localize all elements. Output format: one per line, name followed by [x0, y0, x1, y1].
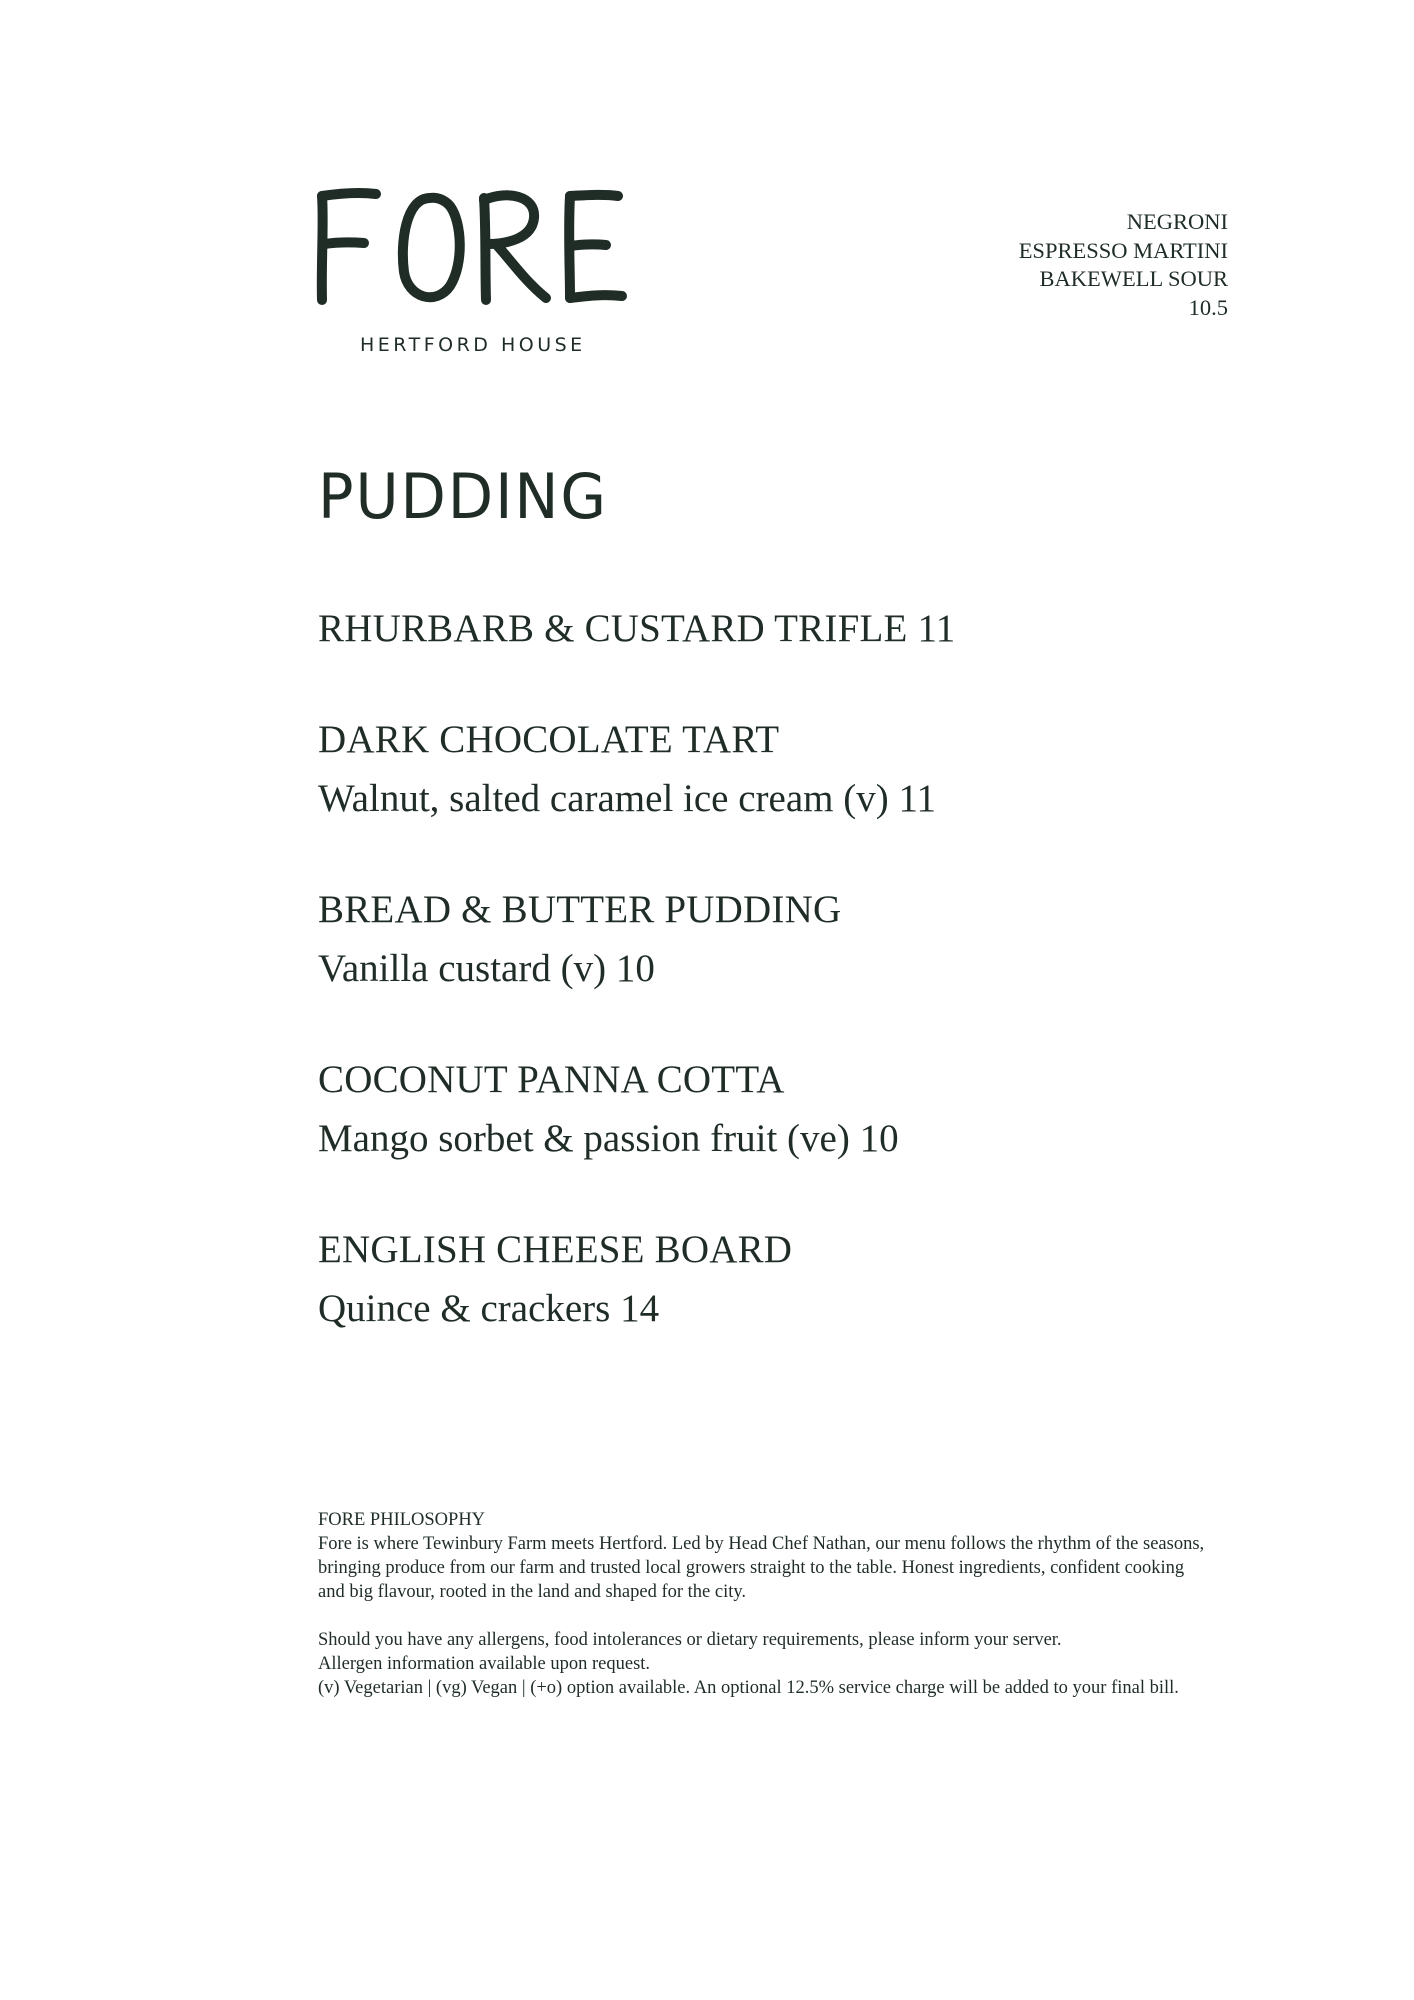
brand-subtitle: HERTFORD HOUSE [360, 334, 586, 356]
dish-description: Quince & crackers 14 [318, 1287, 660, 1330]
philosophy-line: and big flavour, rooted in the land and shaped for the city. [318, 1582, 747, 1602]
philosophy-line: bringing produce from our farm and trusted local growers straight to the table. Honest ingredients, confident cooking [318, 1558, 1185, 1578]
menu-item [318, 887, 1218, 992]
menu-item [318, 1227, 1218, 1332]
dish-name: RHURBARB & CUSTARD TRIFLE 11 [318, 607, 956, 650]
allergen-line: (v) Vegetarian | (vg) Vegan | (+o) option available. An optional 12.5% service charge will be added to your final bill. [318, 1678, 1179, 1698]
menu-item [318, 606, 1218, 652]
allergen-line: Should you have any allergens, food intolerances or dietary requirements, please inform your server. [318, 1630, 1062, 1650]
cocktail-item: NEGRONI [1126, 209, 1228, 234]
cocktail-list [1019, 208, 1228, 322]
section-title [318, 458, 638, 530]
cocktail-price: 10.5 [1188, 294, 1228, 320]
section-title-text: PUDDING [318, 460, 608, 530]
fore-wordmark [312, 182, 662, 322]
footer-heading: FORE PHILOSOPHY [318, 1510, 486, 1530]
cocktail-item: ESPRESSO MARTINI [1018, 237, 1228, 263]
dish-name: BREAD & BUTTER PUDDING [318, 888, 842, 931]
menu-list [318, 606, 1218, 1397]
cocktail-item: BAKEWELL SOUR [1039, 266, 1228, 291]
dish-description: Walnut, salted caramel ice cream (v) 11 [318, 777, 937, 820]
allergen-line: Allergen information available upon request. [318, 1654, 651, 1674]
footer-spacer [318, 1604, 1328, 1628]
menu-item [318, 717, 1218, 822]
philosophy-line: Fore is where Tewinbury Farm meets Hertford. Led by Head Chef Nathan, our menu follows the rhythm of the seasons, [318, 1534, 1205, 1554]
dish-description: Vanilla custard (v) 10 [318, 947, 655, 990]
menu-item [318, 1057, 1218, 1162]
dish-description: Mango sorbet & passion fruit (ve) 10 [318, 1117, 899, 1160]
dish-name: DARK CHOCOLATE TART [318, 718, 780, 761]
dish-name: COCONUT PANNA COTTA [318, 1058, 785, 1101]
dish-name: ENGLISH CHEESE BOARD [318, 1228, 793, 1271]
footer [318, 1508, 1328, 1700]
